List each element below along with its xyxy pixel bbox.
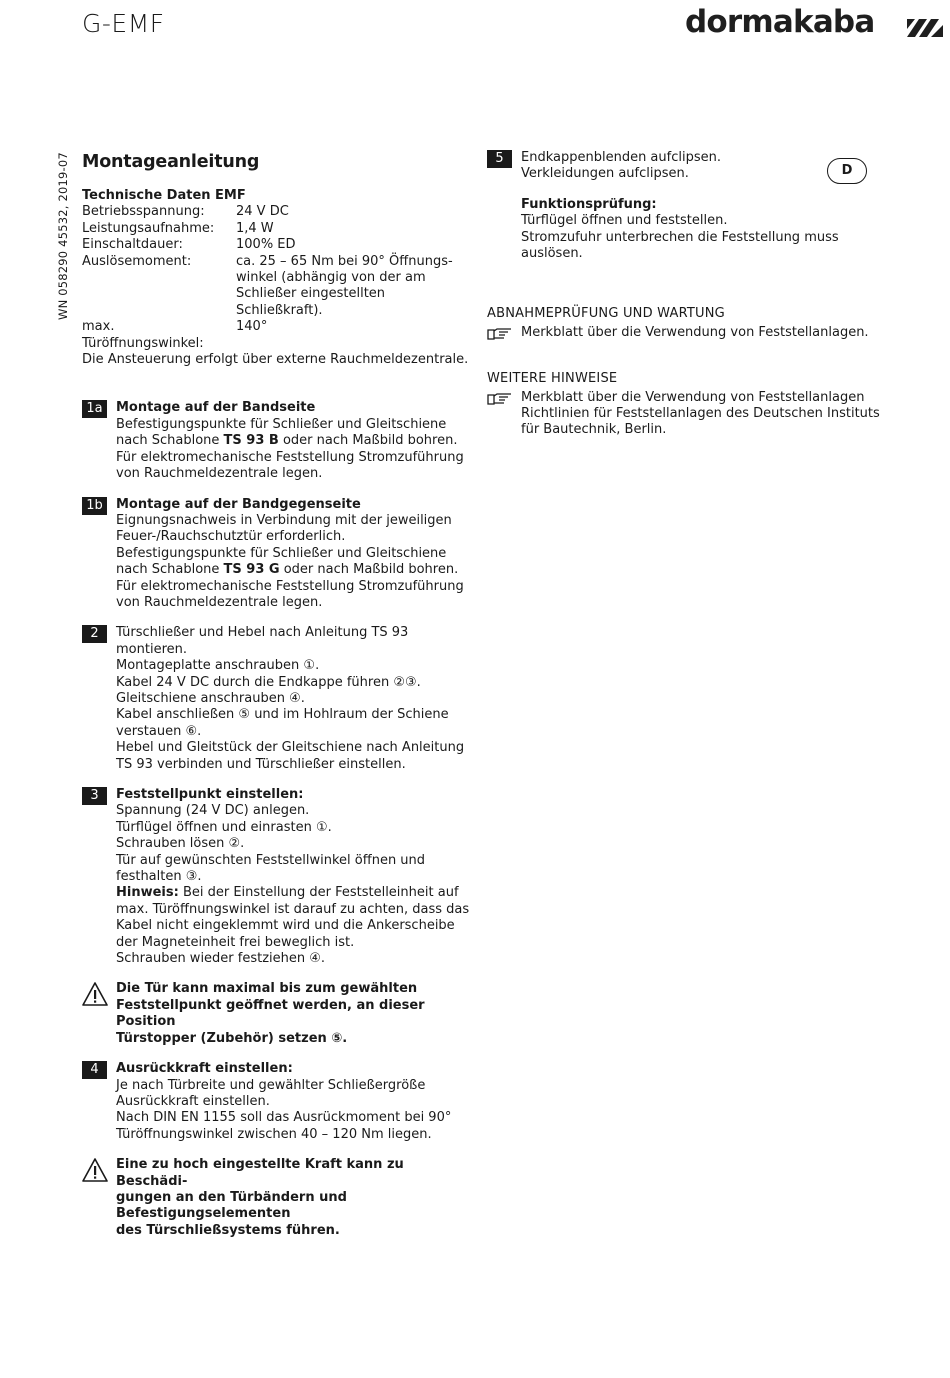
step-line: max. Türöffnungswinkel ist darauf zu achten, dass das [116, 901, 470, 917]
spec-row [82, 319, 472, 352]
spec-row [82, 254, 472, 320]
step-1a [82, 400, 472, 482]
template-name: TS 93 G [223, 562, 280, 578]
spec-key: Leistungsaufnahme: [82, 220, 215, 236]
reference-item [487, 390, 887, 439]
spec-key: Einschaltdauer: [82, 237, 183, 253]
step-number-badge: 2 [82, 625, 107, 643]
spec-value: 24 V DC [236, 204, 289, 220]
step-4 [82, 1061, 472, 1143]
function-test-title: Funktionsprüfung: [521, 196, 657, 212]
step-number-badge: 1b [82, 497, 107, 515]
warning-triangle-icon [82, 1157, 108, 1183]
section-heading: ABNAHMEPRÜFUNG UND WARTUNG [487, 306, 725, 322]
step-line: Kabel nicht eingeklemmt wird und die Ankerscheibe [116, 918, 455, 934]
step-line: von Rauchmeldezentrale legen. [116, 466, 323, 482]
step-line: Stromzufuhr unterbrechen die Feststellung muss [521, 229, 839, 245]
brand-logo [685, 2, 943, 42]
step-1b [82, 497, 472, 612]
left-column [82, 150, 472, 1239]
warning-line: des Türschließsystems führen. [116, 1222, 340, 1238]
step-line: Je nach Türbreite und gewählter Schließergröße [116, 1077, 426, 1093]
brand-name: dormakaba [685, 4, 875, 40]
warning-line: Türstopper (Zubehör) setzen ⑤. [116, 1030, 348, 1046]
step-number-badge: 4 [82, 1061, 107, 1079]
dormakaba-mark-icon [907, 15, 943, 37]
step-line: Gleitschiene anschrauben ④. [116, 690, 305, 706]
step-line [116, 885, 472, 901]
spec-table [82, 204, 472, 352]
warning-line: gungen an den Türbändern und Befestigungselementen [116, 1189, 347, 1222]
step-line: Türflügel öffnen und feststellen. [521, 213, 728, 229]
spec-value: 1,4 W [236, 220, 274, 236]
country-badge: D [827, 158, 867, 184]
step-line: Schrauben lösen ②. [116, 836, 245, 852]
warning-line: Feststellpunkt geöffnet werden, an dieser Position [116, 997, 425, 1030]
step-line: Verkleidungen aufclipsen. [521, 166, 689, 182]
spec-key: Auslösemoment: [82, 253, 192, 269]
text-span: oder nach Maßbild bohren. [279, 562, 459, 578]
text-span: Bei der Einstellung der Feststelleinheit auf [178, 885, 459, 901]
step-title: Montage auf der Bandseite [116, 400, 316, 416]
step-2 [82, 625, 472, 773]
step-line: TS 93 verbinden und Türschließer einstellen. [116, 756, 406, 772]
step-number-badge: 1a [82, 400, 107, 418]
step-line: Schrauben wieder festziehen ④. [116, 951, 326, 967]
step-5 [487, 150, 887, 262]
hint-label: Hinweis: [116, 885, 179, 901]
step-line: Befestigungspunkte für Schließer und Gleitschiene [116, 545, 447, 561]
spec-key: Betriebsspannung: [82, 204, 205, 220]
acceptance-section [487, 306, 887, 341]
pointing-hand-icon [487, 392, 513, 406]
warning-line: Eine zu hoch eingestellte Kraft kann zu Beschädi- [116, 1157, 404, 1189]
step-line: Kabel 24 V DC durch die Endkappe führen ②③. [116, 674, 421, 690]
step-line: der Magneteinheit frei beweglich ist. [116, 934, 355, 950]
reference-line: Richtlinien für Feststellanlagen des Deutschen Instituts [521, 406, 880, 422]
text-span: nach Schablone [116, 562, 224, 578]
step-line: Montageplatte anschrauben ①. [116, 658, 320, 674]
technical-data-title: Technische Daten EMF [82, 188, 246, 203]
spec-row [82, 237, 472, 253]
step-3 [82, 787, 472, 967]
spec-value: 100% ED [236, 237, 296, 253]
spec-value: 140° [236, 319, 268, 335]
step-line: Kabel anschließen ⑤ und im Hohlraum der Schiene [116, 707, 449, 723]
reference-line: für Bautechnik, Berlin. [521, 422, 667, 438]
spec-value: ca. 25 – 65 Nm bei 90° Öffnungs- winkel (abhängig von der am Schließer eingestellten Schließkraft). [236, 253, 453, 318]
step-line: Ausrückkraft einstellen. [116, 1093, 270, 1109]
warning-line: Die Tür kann maximal bis zum gewählten [116, 981, 418, 997]
spec-row [82, 204, 472, 220]
pointing-hand-icon [487, 327, 513, 341]
document-reference: WN 058290 45532, 2019-07 [56, 152, 70, 320]
warning-note [82, 1157, 472, 1239]
step-line: Türschließer und Hebel nach Anleitung TS 93 [116, 625, 409, 641]
step-line: Für elektromechanische Feststellung Stromzuführung [116, 578, 464, 594]
step-line: Feuer-/Rauchschutztür erforderlich. [116, 529, 346, 545]
right-column [487, 150, 887, 439]
step-line [116, 433, 472, 449]
step-line: Für elektromechanische Feststellung Stromzuführung [116, 449, 464, 465]
section-heading: WEITERE HINWEISE [487, 371, 618, 387]
technical-note: Die Ansteuerung erfolgt über externe Rauchmeldezentrale. [82, 352, 469, 368]
spec-row [82, 221, 472, 237]
step-line: Nach DIN EN 1155 soll das Ausrückmoment bei 90° [116, 1110, 452, 1126]
step-line: von Rauchmeldezentrale legen. [116, 594, 323, 610]
reference-line: Merkblatt über die Verwendung von Feststellanlagen. [521, 324, 869, 340]
step-line: Spannung (24 V DC) anlegen. [116, 803, 310, 819]
step-line: montieren. [116, 641, 187, 657]
step-line: Befestigungspunkte für Schließer und Gleitschiene [116, 416, 447, 432]
step-line: Eignungsnachweis in Verbindung mit der jeweiligen [116, 512, 452, 528]
step-line: auslösen. [521, 246, 583, 262]
step-line: Türflügel öffnen und einrasten ①. [116, 819, 332, 835]
technical-data [82, 188, 472, 368]
step-title: Feststellpunkt einstellen: [116, 787, 304, 802]
step-line [116, 562, 472, 578]
spec-key: max. Türöffnungswinkel: [82, 319, 204, 351]
step-number-badge: 5 [487, 150, 512, 168]
step-title: Montage auf der Bandgegenseite [116, 496, 361, 512]
step-line: verstauen ⑥. [116, 723, 202, 739]
step-line: Endkappenblenden aufclipsen. [521, 150, 721, 165]
step-line: Hebel und Gleitstück der Gleitschiene nach Anleitung [116, 740, 465, 756]
template-name: TS 93 B [223, 433, 279, 449]
step-line: Tür auf gewünschten Feststellwinkel öffnen und [116, 852, 426, 868]
step-title: Ausrückkraft einstellen: [116, 1061, 293, 1077]
warning-triangle-icon [82, 981, 108, 1007]
warning-note [82, 981, 472, 1047]
step-line: Türöffnungswinkel zwischen 40 – 120 Nm liegen. [116, 1126, 432, 1142]
further-notes-section [487, 371, 887, 439]
page-title: Montageanleitung [82, 152, 260, 172]
step-line: festhalten ③. [116, 869, 202, 885]
text-span: nach Schablone [116, 433, 224, 449]
step-number-badge: 3 [82, 787, 107, 805]
reference-line: Merkblatt über die Verwendung von Feststellanlagen [521, 389, 865, 405]
text-span: oder nach Maßbild bohren. [278, 433, 458, 449]
reference-item [487, 325, 887, 341]
product-title: G-EMF [82, 9, 165, 38]
